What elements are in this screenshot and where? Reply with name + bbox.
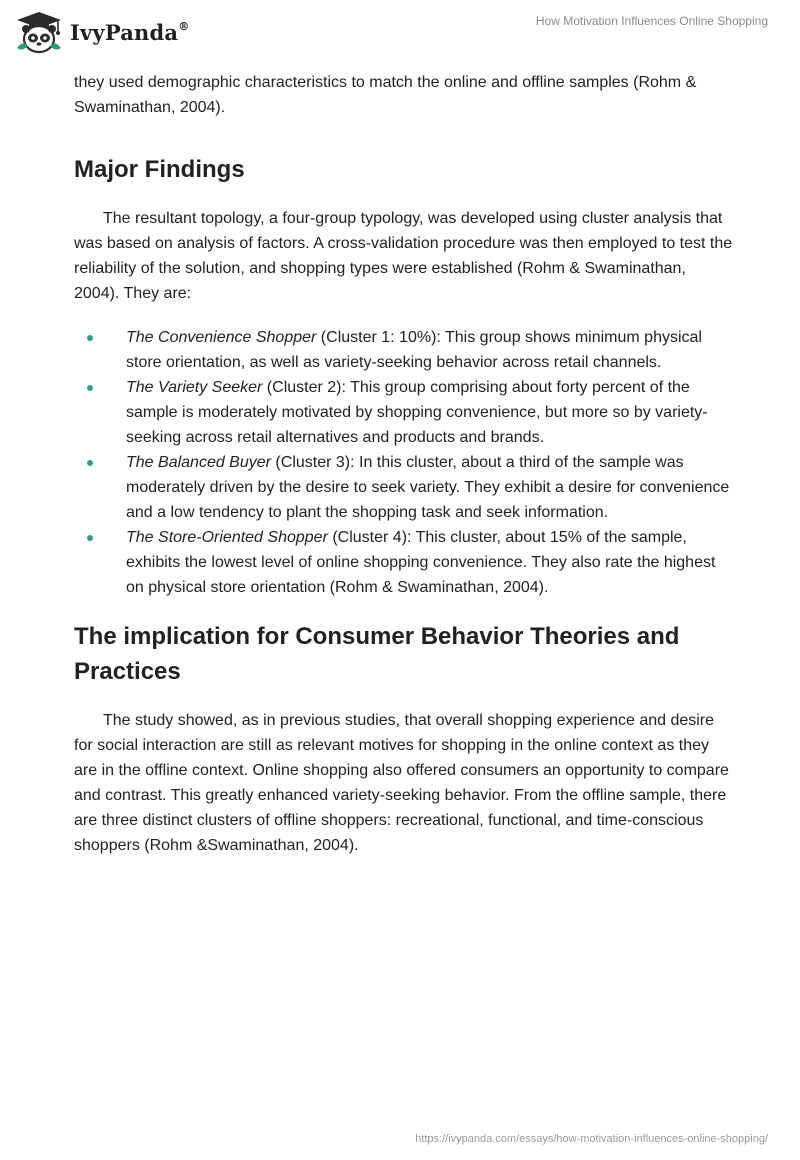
list-item-text: (Cluster 2): This group comprising about forty percent of the sample is moderately motivated by shopping convenience, but more so by variety-seeking across retail alternatives and products and brands. <box>126 379 708 446</box>
bullet-icon <box>87 460 93 466</box>
essay-content <box>74 70 734 858</box>
list-item <box>74 525 734 600</box>
list-item-term: The Store-Oriented Shopper <box>126 529 328 546</box>
bullet-icon <box>87 335 93 341</box>
bullet-icon <box>87 385 93 391</box>
list-item-term: The Variety Seeker <box>126 379 263 396</box>
list-item-text: (Cluster 1: 10%): This group shows minimum physical store orientation, as well as variety-seeking behavior across retail channels. <box>126 329 702 371</box>
list-item <box>74 325 734 375</box>
section-heading-major-findings: Major Findings <box>74 156 245 183</box>
source-url[interactable]: https://ivypanda.com/essays/how-motivation-influences-online-shopping/ <box>415 1133 768 1145</box>
list-item-text: (Cluster 4): This cluster, about 15% of the sample, exhibits the lowest level of online shopping convenience. They also rate the highest on physical store orientation (Rohm & Swaminathan, 2004). <box>126 529 716 596</box>
list-item-term: The Convenience Shopper <box>126 329 317 346</box>
intro-paragraph: they used demographic characteristics to match the online and offline samples (Rohm & Swaminathan, 2004). <box>74 74 697 116</box>
list-item-text: (Cluster 3): In this cluster, about a third of the sample was moderately driven by the desire to seek variety. They exhibit a desire for convenience and a low tendency to plant the shopping task and seek information. <box>126 454 730 521</box>
logo[interactable] <box>14 8 189 56</box>
document-title: How Motivation Influences Online Shopping <box>535 14 768 28</box>
panda-logo-icon <box>14 10 64 54</box>
page-header <box>0 0 800 64</box>
implication-paragraph: The study showed, as in previous studies, that overall shopping experience and desire for social interaction are still as relevant motives for shopping in the online context as they are in the offline context. Online shopping also offered consumers an opportunity to compare and contrast. This greatly enhanced variety-seeking behavior. From the offline sample, there are three distinct clusters of offline shoppers: recreational, functional, and time-conscious shoppers (Rohm &Swaminathan, 2004). <box>74 712 729 854</box>
bullet-icon <box>87 535 93 541</box>
brand-name: IvyPanda® <box>70 19 190 45</box>
shopper-types-list <box>74 325 734 600</box>
section-heading-implication: The implication for Consumer Behavior Theories and Practices <box>74 623 680 685</box>
list-item <box>74 450 734 525</box>
list-item <box>74 375 734 450</box>
list-item-term: The Balanced Buyer <box>126 454 271 471</box>
findings-paragraph: The resultant topology, a four-group typology, was developed using cluster analysis that was based on analysis of factors. A cross-validation procedure was then employed to test the reliability of the solution, and shopping types were established (Rohm & Swaminathan, 2004). They are: <box>74 210 733 302</box>
